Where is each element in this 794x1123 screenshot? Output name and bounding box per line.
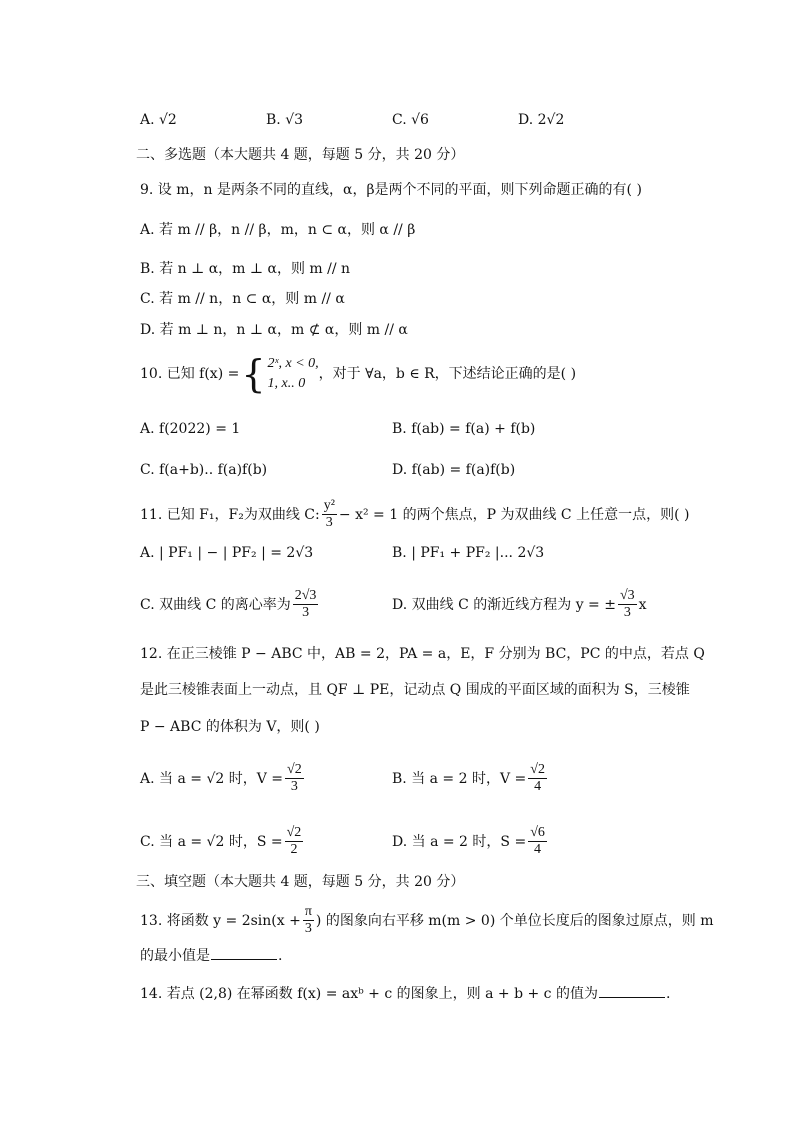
q11-d-suffix: x <box>638 596 647 613</box>
q13-fraction <box>303 904 314 937</box>
q13-stem <box>140 904 713 937</box>
q11-option-c <box>140 588 320 621</box>
q10-stem <box>140 354 576 394</box>
q11-stem <box>140 498 689 531</box>
q12-c-num: √2 <box>286 825 302 840</box>
section3-title: 三、填空题（本大题共 4 题，每题 5 分，共 20 分） <box>136 874 465 890</box>
q11-c-fraction <box>293 588 319 621</box>
q12-b-num: √2 <box>530 762 545 777</box>
q9-option-b: B. 若 n ⊥ α，m ⊥ α，则 m // n <box>140 261 351 277</box>
q12-b-fraction <box>528 762 547 795</box>
q12-c-prefix: C. 当 a = √2 时，S = <box>140 833 283 850</box>
q9-stem: 9. 设 m，n 是两条不同的直线，α，β是两个不同的平面，则下列命题正确的有( ) <box>140 182 642 198</box>
q10-option-a: A. f(2022) = 1 <box>140 421 241 437</box>
q8-option-c: C. √6 <box>392 112 429 128</box>
q11-c-prefix: C. 双曲线 C 的离心率为 <box>140 596 291 613</box>
q12-d-num: √6 <box>530 825 545 840</box>
q12-a-prefix: A. 当 a = √2 时，V = <box>140 770 284 787</box>
q9-option-a: A. 若 m // β，n // β，m，n ⊂ α，则 α // β <box>140 222 416 238</box>
q10-case1: 2ˣ, x < 0, <box>267 356 319 371</box>
q11-d-num: √3 <box>619 588 635 603</box>
q10-cases <box>268 354 319 394</box>
q12-a-den: 3 <box>290 779 298 794</box>
q11-d-den: 3 <box>623 605 631 620</box>
q12-c-den: 2 <box>290 842 298 857</box>
q8-option-a: A. √2 <box>140 112 177 128</box>
q13-frac-den: 3 <box>304 921 312 936</box>
q8-option-b: B. √3 <box>266 112 304 128</box>
q12-line3: P − ABC 的体积为 V，则( ) <box>140 719 320 735</box>
q12-option-b <box>392 762 549 795</box>
q11-d-prefix: D. 双曲线 C 的渐近线方程为 y = ± <box>392 596 616 613</box>
q12-b-den: 4 <box>534 779 542 794</box>
q12-line1: 12. 在正三棱锥 P − ABC 中，AB = 2，PA = a，E，F 分别为 BC，PC 的中点，若点 Q <box>140 646 705 662</box>
q12-b-prefix: B. 当 a = 2 时，V = <box>392 770 527 787</box>
q13-frac-num: π <box>304 904 312 919</box>
q13-line2 <box>140 945 282 966</box>
q11-option-d <box>392 588 647 621</box>
q11-c-den: 3 <box>302 605 310 620</box>
q11-d-fraction <box>618 588 637 621</box>
q10-suffix: ，对于 ∀a，b ∈ R，下述结论正确的是( ) <box>318 366 577 382</box>
answer-blank[interactable] <box>211 945 277 960</box>
brace-symbol: { <box>241 352 266 396</box>
q14-stem <box>140 983 670 1004</box>
q11-c-num: 2√3 <box>294 588 317 603</box>
q11-prefix: 11. 已知 F₁，F₂为双曲线 C: <box>140 506 320 523</box>
q11-option-a: A. | PF₁ | − | PF₂ | = 2√3 <box>140 545 314 561</box>
q12-d-fraction <box>528 825 547 858</box>
q8-option-d: D. 2√2 <box>518 112 565 128</box>
q12-option-c <box>140 825 305 858</box>
q13-line2-text: 的最小值是 <box>140 948 210 964</box>
q11-option-b: B. | PF₁ + PF₂ |... 2√3 <box>392 545 545 561</box>
q14-text: 14. 若点 (2,8) 在幂函数 f(x) = axᵇ + c 的图象上，则 a + b + c 的值为 <box>140 986 598 1002</box>
q10-option-c: C. f(a+b).. f(a)f(b) <box>140 462 268 478</box>
q10-prefix: 10. 已知 f(x) = <box>140 366 240 382</box>
q10-case2: 1, x.. 0 <box>267 376 306 391</box>
section2-title: 二、多选题（本大题共 4 题，每题 5 分，共 20 分） <box>136 147 465 163</box>
q12-line2: 是此三棱锥表面上一动点，且 QF ⊥ PE，记动点 Q 围成的平面区域的面积为 S，三棱锥 <box>140 682 690 698</box>
q14-end: . <box>665 986 671 1002</box>
answer-blank[interactable] <box>599 983 665 998</box>
q9-option-d: D. 若 m ⊥ n，n ⊥ α，m ⊄ α，则 m // α <box>140 322 408 338</box>
q11-fraction <box>322 498 337 531</box>
q10-option-b: B. f(ab) = f(a) + f(b) <box>392 421 536 437</box>
q11-frac-num: y² <box>323 498 335 513</box>
q13-suffix: ) 的图象向右平移 m(m > 0) 个单位长度后的图象过原点，则 m <box>315 912 714 929</box>
q10-option-d: D. f(ab) = f(a)f(b) <box>392 462 516 478</box>
q12-option-a <box>140 762 306 795</box>
q12-c-fraction <box>285 825 304 858</box>
q11-frac-den: 3 <box>325 515 333 530</box>
q12-a-fraction <box>285 762 304 795</box>
q13-line2-end: . <box>278 948 283 964</box>
q12-option-d <box>392 825 549 858</box>
q12-d-den: 4 <box>534 842 542 857</box>
q12-a-num: √2 <box>287 762 302 777</box>
q13-prefix: 13. 将函数 y = 2sin(x + <box>140 912 301 929</box>
q9-option-c: C. 若 m // n，n ⊂ α，则 m // α <box>140 291 345 307</box>
q11-suffix: − x² = 1 的两个焦点，P 为双曲线 C 上任意一点，则( ) <box>338 506 690 523</box>
q12-d-prefix: D. 当 a = 2 时，S = <box>392 833 527 850</box>
